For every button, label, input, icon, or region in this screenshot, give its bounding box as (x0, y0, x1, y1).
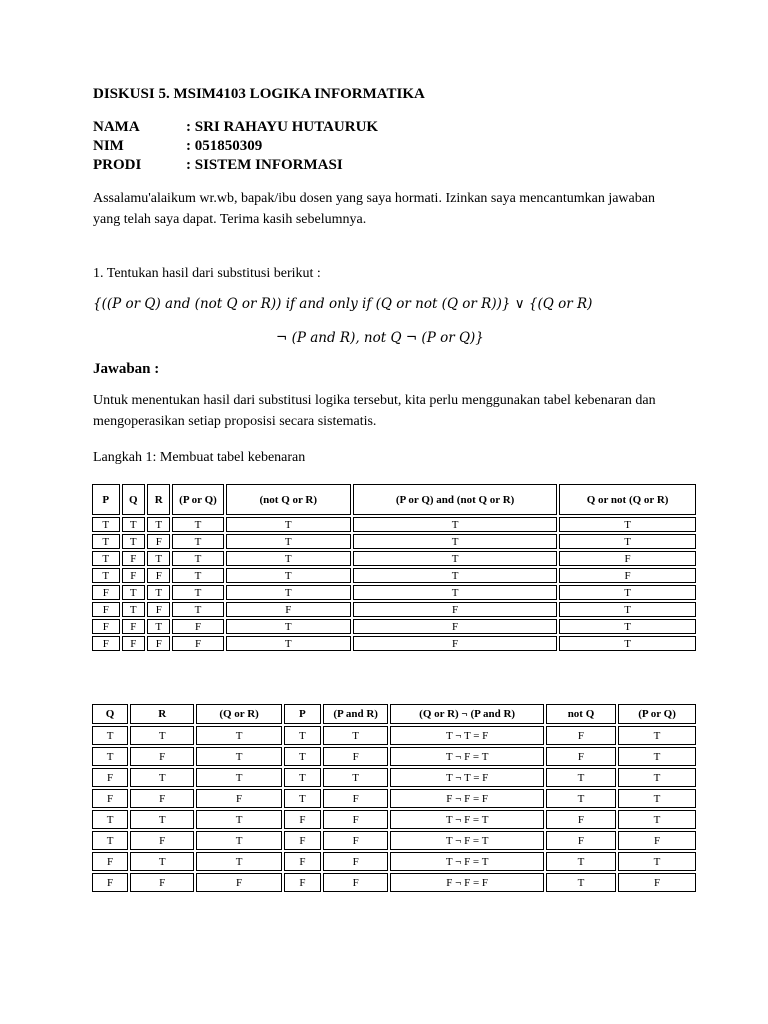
table-cell: T (618, 810, 696, 829)
table-cell: F (92, 789, 128, 808)
table-row (92, 768, 696, 787)
table-cell: T (92, 726, 128, 745)
table-cell: T (353, 585, 557, 600)
column-header: not Q (546, 704, 616, 724)
table-cell: F (92, 852, 128, 871)
table-cell: T (353, 551, 557, 566)
table-cell: T (546, 768, 616, 787)
table-row (92, 831, 696, 850)
table-cell: F (284, 852, 321, 871)
table-cell: F (323, 747, 388, 766)
table-cell: F (353, 619, 557, 634)
column-header: Q or not (Q or R) (559, 484, 696, 515)
table-cell: T (122, 602, 145, 617)
table-cell: F (147, 636, 170, 651)
column-header: (P or Q) and (not Q or R) (353, 484, 557, 515)
table-cell: T (618, 852, 696, 871)
column-header: R (130, 704, 194, 724)
table-row (92, 534, 696, 549)
table-cell: T (226, 517, 352, 532)
table-cell: T (130, 768, 194, 787)
table-cell: F (284, 831, 321, 850)
table-cell: T (130, 810, 194, 829)
column-header: (Q or R) (196, 704, 282, 724)
table-cell: T (196, 810, 282, 829)
table-cell: F (559, 551, 696, 566)
table-cell: F (122, 636, 145, 651)
table-cell: T (618, 789, 696, 808)
table-row (92, 585, 696, 600)
identity-value: : SRI RAHAYU HUTAURUK (186, 119, 379, 135)
table-cell: T (92, 517, 120, 532)
truth-table-1 (90, 482, 698, 653)
table-cell: F (130, 747, 194, 766)
table-cell: F (92, 636, 120, 651)
table-cell: T (226, 534, 352, 549)
column-header: (P and R) (323, 704, 388, 724)
table-cell: T (353, 517, 557, 532)
table-cell: T ¬ F = T (390, 810, 543, 829)
table-cell: T (226, 551, 352, 566)
table-cell: F (92, 602, 120, 617)
question-text: 1. Tentukan hasil dari substitusi berikut : (93, 266, 321, 281)
table-row (92, 747, 696, 766)
table-cell: T (323, 726, 388, 745)
table-cell: T (147, 517, 170, 532)
table-cell: F (196, 789, 282, 808)
identity-value: : 051850309 (186, 138, 263, 154)
formula-line-1 (93, 296, 592, 312)
column-header: P (284, 704, 321, 724)
table-cell: T (559, 534, 696, 549)
table-cell: F (618, 873, 696, 892)
table-cell: T (122, 534, 145, 549)
table-cell: T (130, 852, 194, 871)
identity-label: NAMA (93, 119, 140, 135)
table-cell: T (226, 636, 352, 651)
table-cell: T (92, 810, 128, 829)
table-cell: F ¬ F = F (390, 789, 543, 808)
table-row (92, 726, 696, 745)
table-cell: F (323, 789, 388, 808)
table-cell: T (618, 726, 696, 745)
column-header: Q (122, 484, 145, 515)
table-cell: T (546, 873, 616, 892)
table-cell: F (353, 602, 557, 617)
table-cell: F ¬ F = F (390, 873, 543, 892)
column-header: (P or Q) (618, 704, 696, 724)
table-cell: T (122, 585, 145, 600)
table-cell: T (559, 619, 696, 634)
table-cell: F (92, 585, 120, 600)
table-cell: T (618, 768, 696, 787)
truth-table-2 (90, 702, 698, 894)
table-cell: T (130, 726, 194, 745)
table-cell: F (147, 534, 170, 549)
table-cell: F (130, 789, 194, 808)
table-cell: T ¬ T = F (390, 726, 543, 745)
table-cell: T (122, 517, 145, 532)
table-cell: F (122, 619, 145, 634)
column-header: (Q or R) ¬ (P and R) (390, 704, 543, 724)
table-cell: F (172, 636, 223, 651)
table-cell: F (130, 831, 194, 850)
formula-text: ¬ (P and R), not Q ¬ (P or Q)} (276, 330, 484, 346)
table-cell: T (284, 726, 321, 745)
table-cell: F (122, 568, 145, 583)
table-cell: T (226, 619, 352, 634)
table-cell: T (172, 585, 223, 600)
answer-paragraph: Untuk menentukan hasil dari substitusi logika tersebut, kita perlu menggunakan tabel kebenaran dan mengoperasikan setiap proposisi secara sistematis. (93, 393, 656, 429)
table-cell: F (147, 602, 170, 617)
identity-row-nim (93, 138, 262, 155)
table-row (92, 789, 696, 808)
table-cell: T ¬ F = T (390, 747, 543, 766)
table-cell: T (353, 534, 557, 549)
table-row (92, 517, 696, 532)
table-cell: T (92, 551, 120, 566)
table-cell: T (196, 747, 282, 766)
table-cell: F (323, 810, 388, 829)
document-title: DISKUSI 5. MSIM4103 LOGIKA INFORMATIKA (93, 86, 425, 102)
table-cell: T (196, 852, 282, 871)
table-cell: T (92, 534, 120, 549)
table-row (92, 551, 696, 566)
table-cell: F (353, 636, 557, 651)
table-cell: F (196, 873, 282, 892)
table-cell: T (559, 517, 696, 532)
table-cell: T (559, 585, 696, 600)
table-cell: T (147, 551, 170, 566)
table-cell: F (122, 551, 145, 566)
table-cell: F (147, 568, 170, 583)
table-cell: F (546, 831, 616, 850)
identity-value: : SISTEM INFORMASI (186, 157, 343, 173)
table-cell: F (546, 810, 616, 829)
table-cell: T (559, 636, 696, 651)
column-header: (P or Q) (172, 484, 223, 515)
table-cell: T (618, 747, 696, 766)
table-cell: T (92, 831, 128, 850)
table-row (92, 873, 696, 892)
table-cell: T ¬ T = F (390, 768, 543, 787)
table-cell: F (559, 568, 696, 583)
table-cell: T (284, 789, 321, 808)
identity-row-nama (93, 119, 378, 136)
table-cell: F (92, 619, 120, 634)
table-row (92, 568, 696, 583)
formula-text: {((P or Q) and (not Q or R)) if and only if (Q or not (Q or R))} ∨ {(Q or R) (93, 296, 593, 312)
formula-line-2 (276, 330, 484, 346)
table-cell: T ¬ F = T (390, 831, 543, 850)
table-cell: T (172, 517, 223, 532)
table-cell: T (92, 747, 128, 766)
table-cell: T (353, 568, 557, 583)
table-cell: T (92, 568, 120, 583)
table-cell: T (323, 768, 388, 787)
column-header: P (92, 484, 120, 515)
table-cell: F (323, 831, 388, 850)
table-cell: T (147, 585, 170, 600)
table-row (92, 636, 696, 651)
table-cell: F (284, 810, 321, 829)
table-cell: T (196, 726, 282, 745)
table-cell: F (172, 619, 223, 634)
step-1-heading: Langkah 1: Membuat tabel kebenaran (93, 450, 306, 465)
table-cell: F (226, 602, 352, 617)
table-cell: F (130, 873, 194, 892)
table-cell: F (323, 873, 388, 892)
table-cell: F (546, 726, 616, 745)
column-header: (not Q or R) (226, 484, 352, 515)
column-header: R (147, 484, 170, 515)
table-cell: T (284, 747, 321, 766)
table-cell: T ¬ F = T (390, 852, 543, 871)
table-row (92, 602, 696, 617)
table-cell: T (559, 602, 696, 617)
greeting-paragraph: Assalamu'alaikum wr.wb, bapak/ibu dosen yang saya hormati. Izinkan saya mencantumkan jawaban yang telah saya dapat. Terima kasih sebelumnya. (93, 191, 655, 227)
answer-heading: Jawaban : (93, 361, 160, 377)
table-cell: T (196, 768, 282, 787)
identity-row-prodi (93, 157, 343, 174)
table-cell: T (172, 568, 223, 583)
table-cell: F (92, 873, 128, 892)
table-cell: T (172, 551, 223, 566)
table-cell: F (618, 831, 696, 850)
table-cell: T (226, 585, 352, 600)
table-cell: F (92, 768, 128, 787)
table-cell: T (546, 789, 616, 808)
table-cell: T (196, 831, 282, 850)
column-header: Q (92, 704, 128, 724)
table-cell: T (226, 568, 352, 583)
table-cell: T (172, 602, 223, 617)
table-row (92, 852, 696, 871)
table-cell: T (172, 534, 223, 549)
table-cell: F (546, 747, 616, 766)
table-row (92, 619, 696, 634)
identity-label: NIM (93, 138, 124, 154)
table-row (92, 810, 696, 829)
table-cell: F (323, 852, 388, 871)
table-cell: T (546, 852, 616, 871)
table-cell: T (284, 768, 321, 787)
table-cell: T (147, 619, 170, 634)
identity-label: PRODI (93, 157, 142, 173)
table-cell: F (284, 873, 321, 892)
